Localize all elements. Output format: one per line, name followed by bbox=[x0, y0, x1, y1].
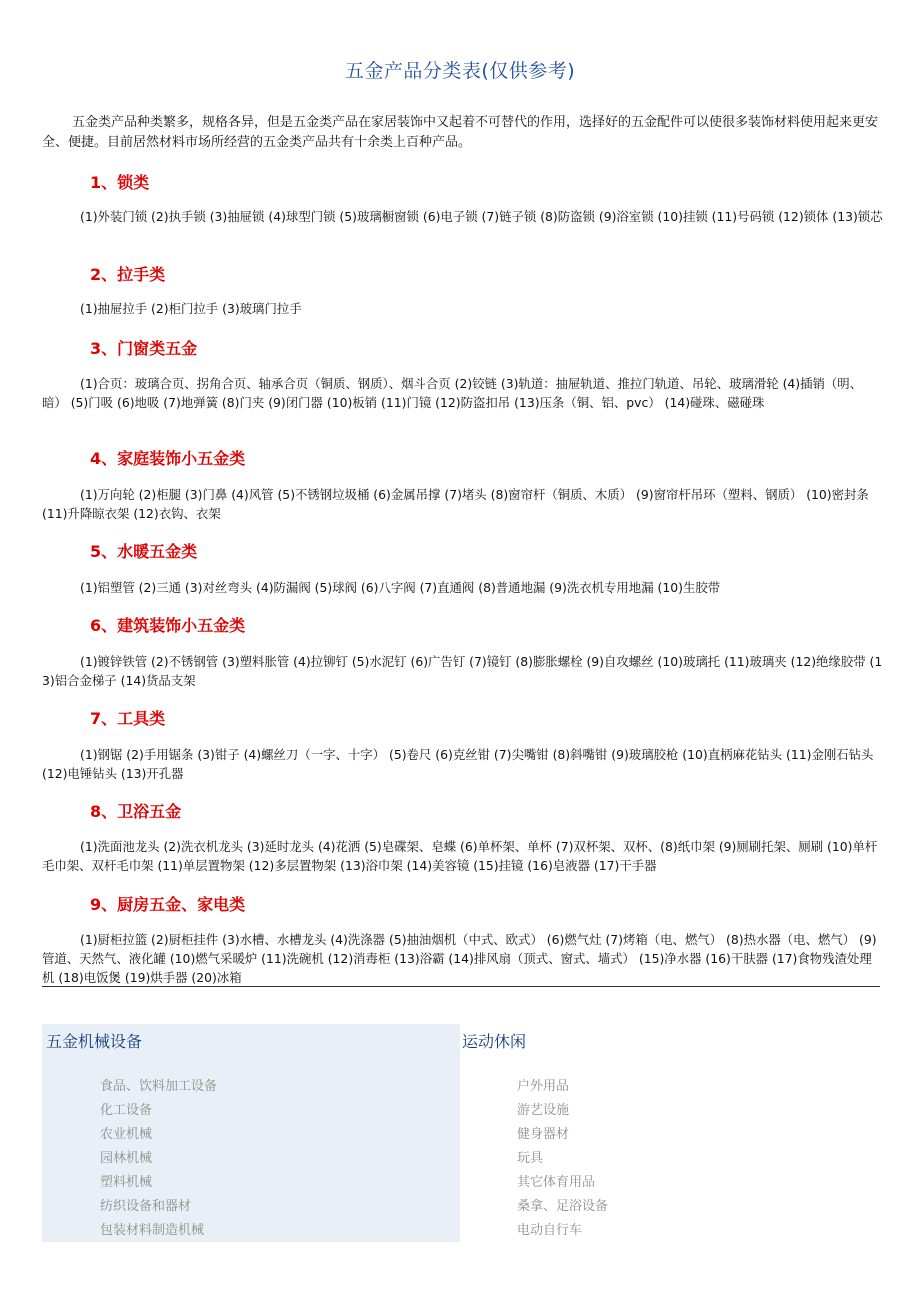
section-body-home-decor: (1)万向轮 (2)柜腿 (3)门鼻 (4)风管 (5)不锈钢垃圾桶 (6)金属吊撑 (7)堵头 (8)窗帘杆（铜质、木质） (9)窗帘杆吊环（塑料、钢质） (10)密封条 (11)升降晾衣架 (12)衣钩、衣架 bbox=[42, 487, 869, 521]
category-link[interactable]: 玩具 bbox=[517, 1151, 544, 1166]
section-heading-bathroom: 8、卫浴五金 bbox=[90, 802, 182, 821]
category-title-machinery[interactable]: 五金机械设备 bbox=[46, 1032, 143, 1051]
category-link[interactable]: 农业机械 bbox=[100, 1127, 153, 1142]
category-link[interactable]: 桑拿、足浴设备 bbox=[517, 1199, 609, 1214]
section-heading-building: 6、建筑装饰小五金类 bbox=[90, 616, 246, 635]
section-body-plumbing: (1)铝塑管 (2)三通 (3)对丝弯头 (4)防漏阀 (5)球阀 (6)八字阀 (7)直通阀 (8)普通地漏 (9)洗衣机专用地漏 (10)生胶带 bbox=[80, 580, 721, 595]
category-link[interactable]: 塑料机械 bbox=[100, 1175, 153, 1190]
section-heading-kitchen: 9、厨房五金、家电类 bbox=[90, 895, 246, 914]
section-heading-home-decor: 4、家庭装饰小五金类 bbox=[90, 449, 246, 468]
category-link[interactable]: 纺织设备和器材 bbox=[100, 1199, 192, 1214]
category-link[interactable]: 其它体育用品 bbox=[517, 1175, 596, 1190]
category-link[interactable]: 包装材料制造机械 bbox=[100, 1223, 205, 1238]
section-body-kitchen: (1)厨柜拉篮 (2)厨柜挂件 (3)水槽、水槽龙头 (4)洗涤器 (5)抽油烟机（中式、欧式） (6)燃气灶 (7)烤箱（电、燃气） (8)热水器（电、燃气） (9)管道、天然气、液化罐 (10)燃气采暖炉 (11)洗碗机 (12)消毒柜 (13)浴霸 (14)排风扇（顶式、窗式、墙式） (15)净水器 (16)干肤器 (17)食物残渣处理机 (18)电饭煲 (19)烘手器 (20)冰箱 bbox=[42, 932, 877, 985]
intro-paragraph: 五金类产品种类繁多，规格各异，但是五金类产品在家居装饰中又起着不可替代的作用，选择好的五金配件可以使很多装饰材料使用起来更安全、便捷。目前居然材料市场所经营的五金类产品共有十余类上百种产品。 bbox=[42, 115, 879, 150]
section-body-locks: (1)外装门锁 (2)执手锁 (3)抽屉锁 (4)球型门锁 (5)玻璃橱窗锁 (6)电子锁 (7)链子锁 (8)防盗锁 (9)浴室锁 (10)挂锁 (11)号码锁 (12)锁体 (13)锁芯 bbox=[80, 209, 883, 224]
section-heading-locks: 1、锁类 bbox=[90, 173, 150, 192]
section-heading-plumbing: 5、水暖五金类 bbox=[90, 542, 198, 561]
section-body-door-window: (1)合页：玻璃合页、拐角合页、轴承合页（铜质、钢质）、烟斗合页 (2)铰链 (3)轨道：抽屉轨道、推拉门轨道、吊轮、玻璃滑轮 (4)插销（明、暗） (5)门吸 (6)地吸 (7)地弹簧 (8)门夹 (9)闭门器 (10)板销 (11)门镜 (12)防盗扣吊 (13)压条（铜、铝、pvc） (14)碰珠、磁碰珠 bbox=[42, 376, 863, 410]
category-link[interactable]: 化工设备 bbox=[100, 1103, 153, 1118]
page-title: 五金产品分类表(仅供参考) bbox=[344, 60, 576, 82]
section-body-bathroom: (1)洗面池龙头 (2)洗衣机龙头 (3)延时龙头 (4)花洒 (5)皂碟架、皂蝶 (6)单杯架、单杯 (7)双杯架、双杯、(8)纸巾架 (9)厕刷托架、厕刷 (10)单杆毛巾架、双杆毛巾架 (11)单层置物架 (12)多层置物架 (13)浴巾架 (14)美容镜 (15)挂镜 (16)皂液器 (17)干手器 bbox=[42, 839, 878, 873]
section-heading-door-window: 3、门窗类五金 bbox=[90, 339, 198, 358]
category-title-sports[interactable]: 运动休闲 bbox=[462, 1032, 527, 1051]
section-body-tools: (1)钢锯 (2)手用锯条 (3)钳子 (4)螺丝刀（一字、十字） (5)卷尺 (6)克丝钳 (7)尖嘴钳 (8)斜嘴钳 (9)玻璃胶枪 (10)直柄麻花钻头 (11)金刚石钻头 (12)电锤钻头 (13)开孔器 bbox=[42, 747, 874, 781]
category-link[interactable]: 食品、饮料加工设备 bbox=[100, 1079, 218, 1094]
category-link[interactable]: 园林机械 bbox=[100, 1151, 153, 1166]
section-heading-tools: 7、工具类 bbox=[90, 709, 166, 728]
category-link[interactable]: 健身器材 bbox=[517, 1127, 570, 1142]
category-link[interactable]: 游艺设施 bbox=[517, 1103, 570, 1118]
section-body-building: (1)镀锌铁管 (2)不锈钢管 (3)塑料胀管 (4)拉铆钉 (5)水泥钉 (6)广告钉 (7)镜钉 (8)膨胀螺栓 (9)自攻螺丝 (10)玻璃托 (11)玻璃夹 (12)绝缘胶带 (13)铝合金梯子 (14)货品支架 bbox=[42, 654, 883, 688]
divider-line bbox=[42, 986, 880, 987]
category-link[interactable]: 电动自行车 bbox=[517, 1223, 583, 1238]
section-heading-handles: 2、拉手类 bbox=[90, 265, 166, 284]
category-link[interactable]: 户外用品 bbox=[517, 1079, 570, 1094]
section-body-handles: (1)抽屉拉手 (2)柜门拉手 (3)玻璃门拉手 bbox=[80, 301, 302, 316]
